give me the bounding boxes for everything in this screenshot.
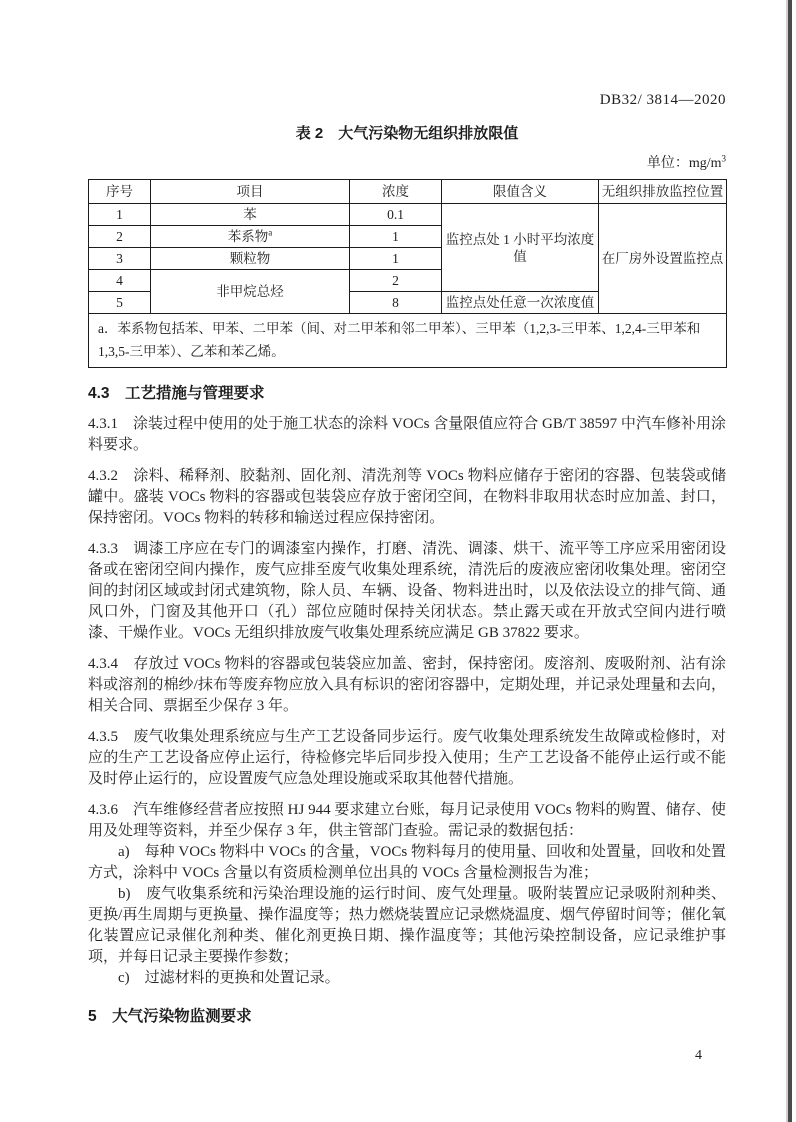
page-number: 4 <box>695 1048 702 1063</box>
table-footnote: a．苯系物包括苯、甲苯、二甲苯（间、对二甲苯和邻二甲苯）、三甲苯（1,2,3-三甲苯、1,2,4-三甲苯和 1,3,5-三甲苯）、乙苯和苯乙烯。 <box>89 314 727 368</box>
standard-number: DB32/ 3814—2020 <box>599 92 726 108</box>
table-title: 表 2 大气污染物无组织排放限值 <box>295 125 519 142</box>
col-header-item: 项目 <box>151 180 350 204</box>
cell-concentration: 2 <box>350 270 442 292</box>
unit-text: 单位：mg/m <box>646 156 722 171</box>
cell-meaning-average: 监控点处 1 小时平均浓度值 <box>442 204 599 292</box>
paragraph-4-3-1: 4.3.1 涂装过程中使用的处于施工状态的涂料 VOCs 含量限值应符合 GB/T 38597 中汽车修补用涂料要求。 <box>88 416 726 453</box>
cell-concentration: 8 <box>350 292 442 314</box>
table-row <box>89 204 727 226</box>
paragraph-4-3-3: 4.3.3 调漆工序应在专门的调漆室内操作，打磨、清洗、调漆、烘干、流平等工序应采用密闭设备或在密闭空间内操作，废气应排至废气收集处理系统，清洗后的废液应密闭收集处理。密闭空间的封闭区域或封闭式建筑物，除人员、车辆、设备、物料进出时，以及依法设立的排气筒、通风口外，门窗及其他开口（孔）部位应随时保持关闭状态。禁止露天或在开放式空间内进行喷漆、干燥作业。VOCs 无组织排放废气收集处理系统应满足 GB 37822 要求。 <box>88 541 726 641</box>
paragraph-4-3-4: 4.3.4 存放过 VOCs 物料的容器或包装袋应加盖、密封，保持密闭。废溶剂、废吸附剂、沾有涂料或溶剂的棉纱/抹布等废弃物应放入具有标识的密闭容器中，定期处理，并记录处理量和去向，相关合同、票据至少保存 3 年。 <box>88 656 726 714</box>
scan-edge-artifact <box>788 0 792 1122</box>
cell-meaning-once: 监控点处任意一次浓度值 <box>442 292 599 314</box>
paragraph-4-3-5: 4.3.5 废气收集处理系统应与生产工艺设备同步运行。废气收集处理系统发生故障或检修时，对应的生产工艺设备应停止运行，待检修完毕后同步投入使用；生产工艺设备不能停止运行或不能及时停止运行的，应设置废气应急处理设施或采取其他替代措施。 <box>88 729 726 787</box>
section-heading-4-3: 4.3 工艺措施与管理要求 <box>88 385 265 402</box>
list-item-a: a) 每种 VOCs 物料中 VOCs 的含量，VOCs 物料每月的使用量、回收和处置量，回收和处置方式，涂料中 VOCs 含量以有资质检测单位出具的 VOCs 含量检测报告为准； <box>88 844 726 881</box>
cell-no: 1 <box>89 204 151 226</box>
footnote-marker: a <box>268 227 273 238</box>
list-item-c: c) 过滤材料的更换和处置记录。 <box>118 970 340 986</box>
cell-item-merged: 非甲烷总烃 <box>151 270 350 314</box>
cell-monitoring-location: 在厂房外设置监控点 <box>599 204 727 314</box>
paragraph-4-3-6: 4.3.6 汽车维修经营者应按照 HJ 944 要求建立台账，每月记录使用 VOCs 物料的购置、储存、使用及处理等资料，并至少保存 3 年，供主管部门查验。需记录的数据包括： <box>88 802 726 839</box>
cell-concentration: 1 <box>350 248 442 270</box>
paragraph-4-3-2: 4.3.2 涂料、稀释剂、胶黏剂、固化剂、清洗剂等 VOCs 物料应储存于密闭的容器、包装袋或储罐中。盛装 VOCs 物料的容器或包装袋应存放于密闭空间，在物料非取用状态时应加盖、封口，保持密闭。VOCs 物料的转移和输送过程应保持密闭。 <box>88 468 726 526</box>
cell-concentration: 0.1 <box>350 204 442 226</box>
col-header-location: 无组织排放监控位置 <box>599 180 727 204</box>
section-heading-5: 5 大气污染物监测要求 <box>88 1008 252 1025</box>
unit-label <box>88 154 726 174</box>
list-item-b: b) 废气收集系统和污染治理设施的运行时间、废气处理量。吸附装置应记录吸附剂种类、更换/再生周期与更换量、操作温度等；热力燃烧装置应记录燃烧温度、烟气停留时间等；催化氧化装置应记录催化剂种类、催化剂更换日期、操作温度等；其他污染控制设备，应记录维护事项，并每日记录主要操作参数； <box>88 886 726 965</box>
table-header-row <box>89 180 727 204</box>
unit-superscript: 3 <box>721 153 726 164</box>
cell-item-text: 苯系物 <box>227 229 269 244</box>
cell-no: 3 <box>89 248 151 270</box>
cell-item: 颗粒物 <box>151 248 350 270</box>
col-header-no: 序号 <box>89 180 151 204</box>
cell-concentration: 1 <box>350 226 442 248</box>
cell-item <box>151 226 350 248</box>
col-header-meaning: 限值含义 <box>442 180 599 204</box>
cell-no: 4 <box>89 270 151 292</box>
col-header-concentration: 浓度 <box>350 180 442 204</box>
cell-no: 2 <box>89 226 151 248</box>
emission-limits-table <box>88 179 727 368</box>
cell-item: 苯 <box>151 204 350 226</box>
cell-no: 5 <box>89 292 151 314</box>
table-footnote-row <box>89 314 727 368</box>
